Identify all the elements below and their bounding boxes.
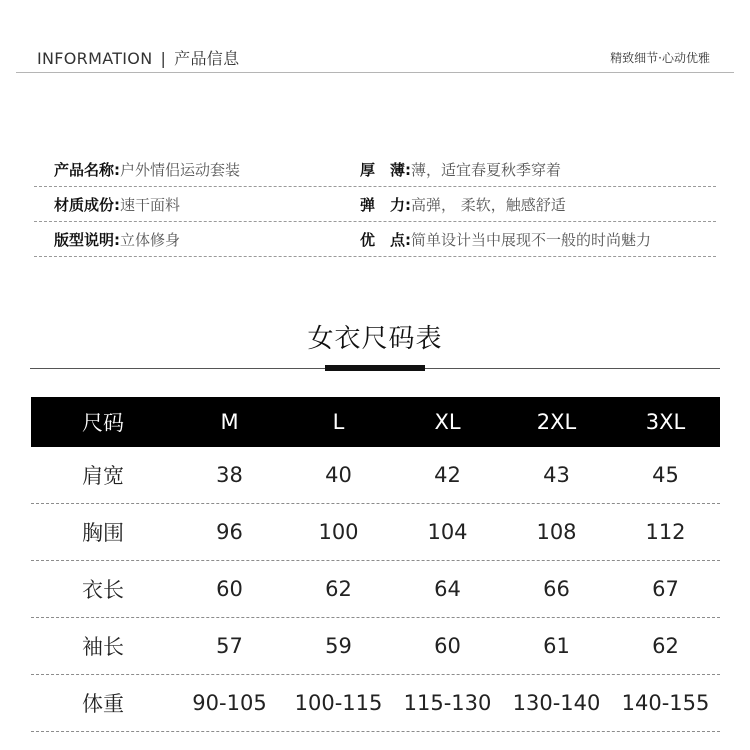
row-label: 肩宽 [82, 464, 124, 488]
table-cell: 60 [216, 577, 243, 601]
table-cell: 45 [652, 463, 679, 487]
table-cell: 96 [216, 520, 243, 544]
table-cell: 104 [427, 520, 468, 544]
row-label: 体重 [82, 692, 124, 716]
row-label: 袖长 [82, 635, 124, 659]
table-cell: 38 [216, 463, 243, 487]
info-value: 薄，适宜春夏秋季穿着 [411, 161, 562, 179]
info-label: 弹 力: [360, 196, 411, 214]
product-info [34, 152, 716, 257]
table-cell: 60 [434, 634, 461, 658]
table-cell: 61 [543, 634, 570, 658]
table-cell: 108 [536, 520, 577, 544]
table-cell: 100 [318, 520, 359, 544]
header-cell: XL [434, 410, 461, 434]
info-value: 户外情侣运动套装 [120, 161, 241, 179]
info-label: 版型说明: [54, 231, 120, 249]
table-cell: 42 [434, 463, 461, 487]
table-cell: 64 [434, 577, 461, 601]
table-cell: 112 [645, 520, 686, 544]
info-label: 厚 薄: [360, 161, 411, 179]
header-divider [16, 72, 734, 73]
header-cell: L [332, 410, 345, 434]
table-header [31, 397, 720, 447]
info-value: 立体修身 [120, 231, 181, 249]
table-cell: 140-155 [621, 691, 710, 715]
info-value: 速干面料 [120, 196, 181, 214]
header-cell: 3XL [645, 410, 686, 434]
header-cell: 2XL [536, 410, 577, 434]
info-label: 优 点: [360, 231, 411, 249]
size-chart-title: 女衣尺码表 [307, 324, 443, 354]
table-row [31, 675, 720, 732]
info-row [34, 152, 716, 187]
table-cell: 59 [325, 634, 352, 658]
info-row [34, 187, 716, 222]
row-label: 胸围 [82, 521, 124, 545]
table-cell: 40 [325, 463, 352, 487]
table-cell: 100-115 [294, 691, 383, 715]
table-row [31, 618, 720, 675]
table-row [31, 504, 720, 561]
header-title-cn: 产品信息 [174, 49, 240, 68]
table-cell: 90-105 [192, 691, 267, 715]
info-label: 材质成份: [54, 196, 120, 214]
header-cell: M [220, 410, 239, 434]
table-cell: 62 [652, 634, 679, 658]
section-header [37, 46, 239, 69]
table-row [31, 561, 720, 618]
header-cell: 尺码 [82, 411, 124, 435]
table-cell: 66 [543, 577, 570, 601]
header-slogan: 精致细节·心动优雅 [610, 51, 710, 65]
info-value: 简单设计当中展现不一般的时尚魅力 [411, 231, 652, 249]
table-cell: 62 [325, 577, 352, 601]
header-title-en: INFORMATION [37, 49, 153, 68]
info-label: 产品名称: [54, 161, 120, 179]
table-cell: 57 [216, 634, 243, 658]
title-accent-bar [325, 365, 425, 371]
info-row [34, 222, 716, 257]
table-cell: 130-140 [512, 691, 601, 715]
table-row [31, 447, 720, 504]
header-separator: | [160, 49, 167, 68]
size-table [31, 397, 720, 732]
table-cell: 115-130 [403, 691, 492, 715]
info-value: 高弹， 柔软，触感舒适 [411, 196, 566, 214]
table-cell: 43 [543, 463, 570, 487]
table-cell: 67 [652, 577, 679, 601]
row-label: 衣长 [82, 578, 124, 602]
